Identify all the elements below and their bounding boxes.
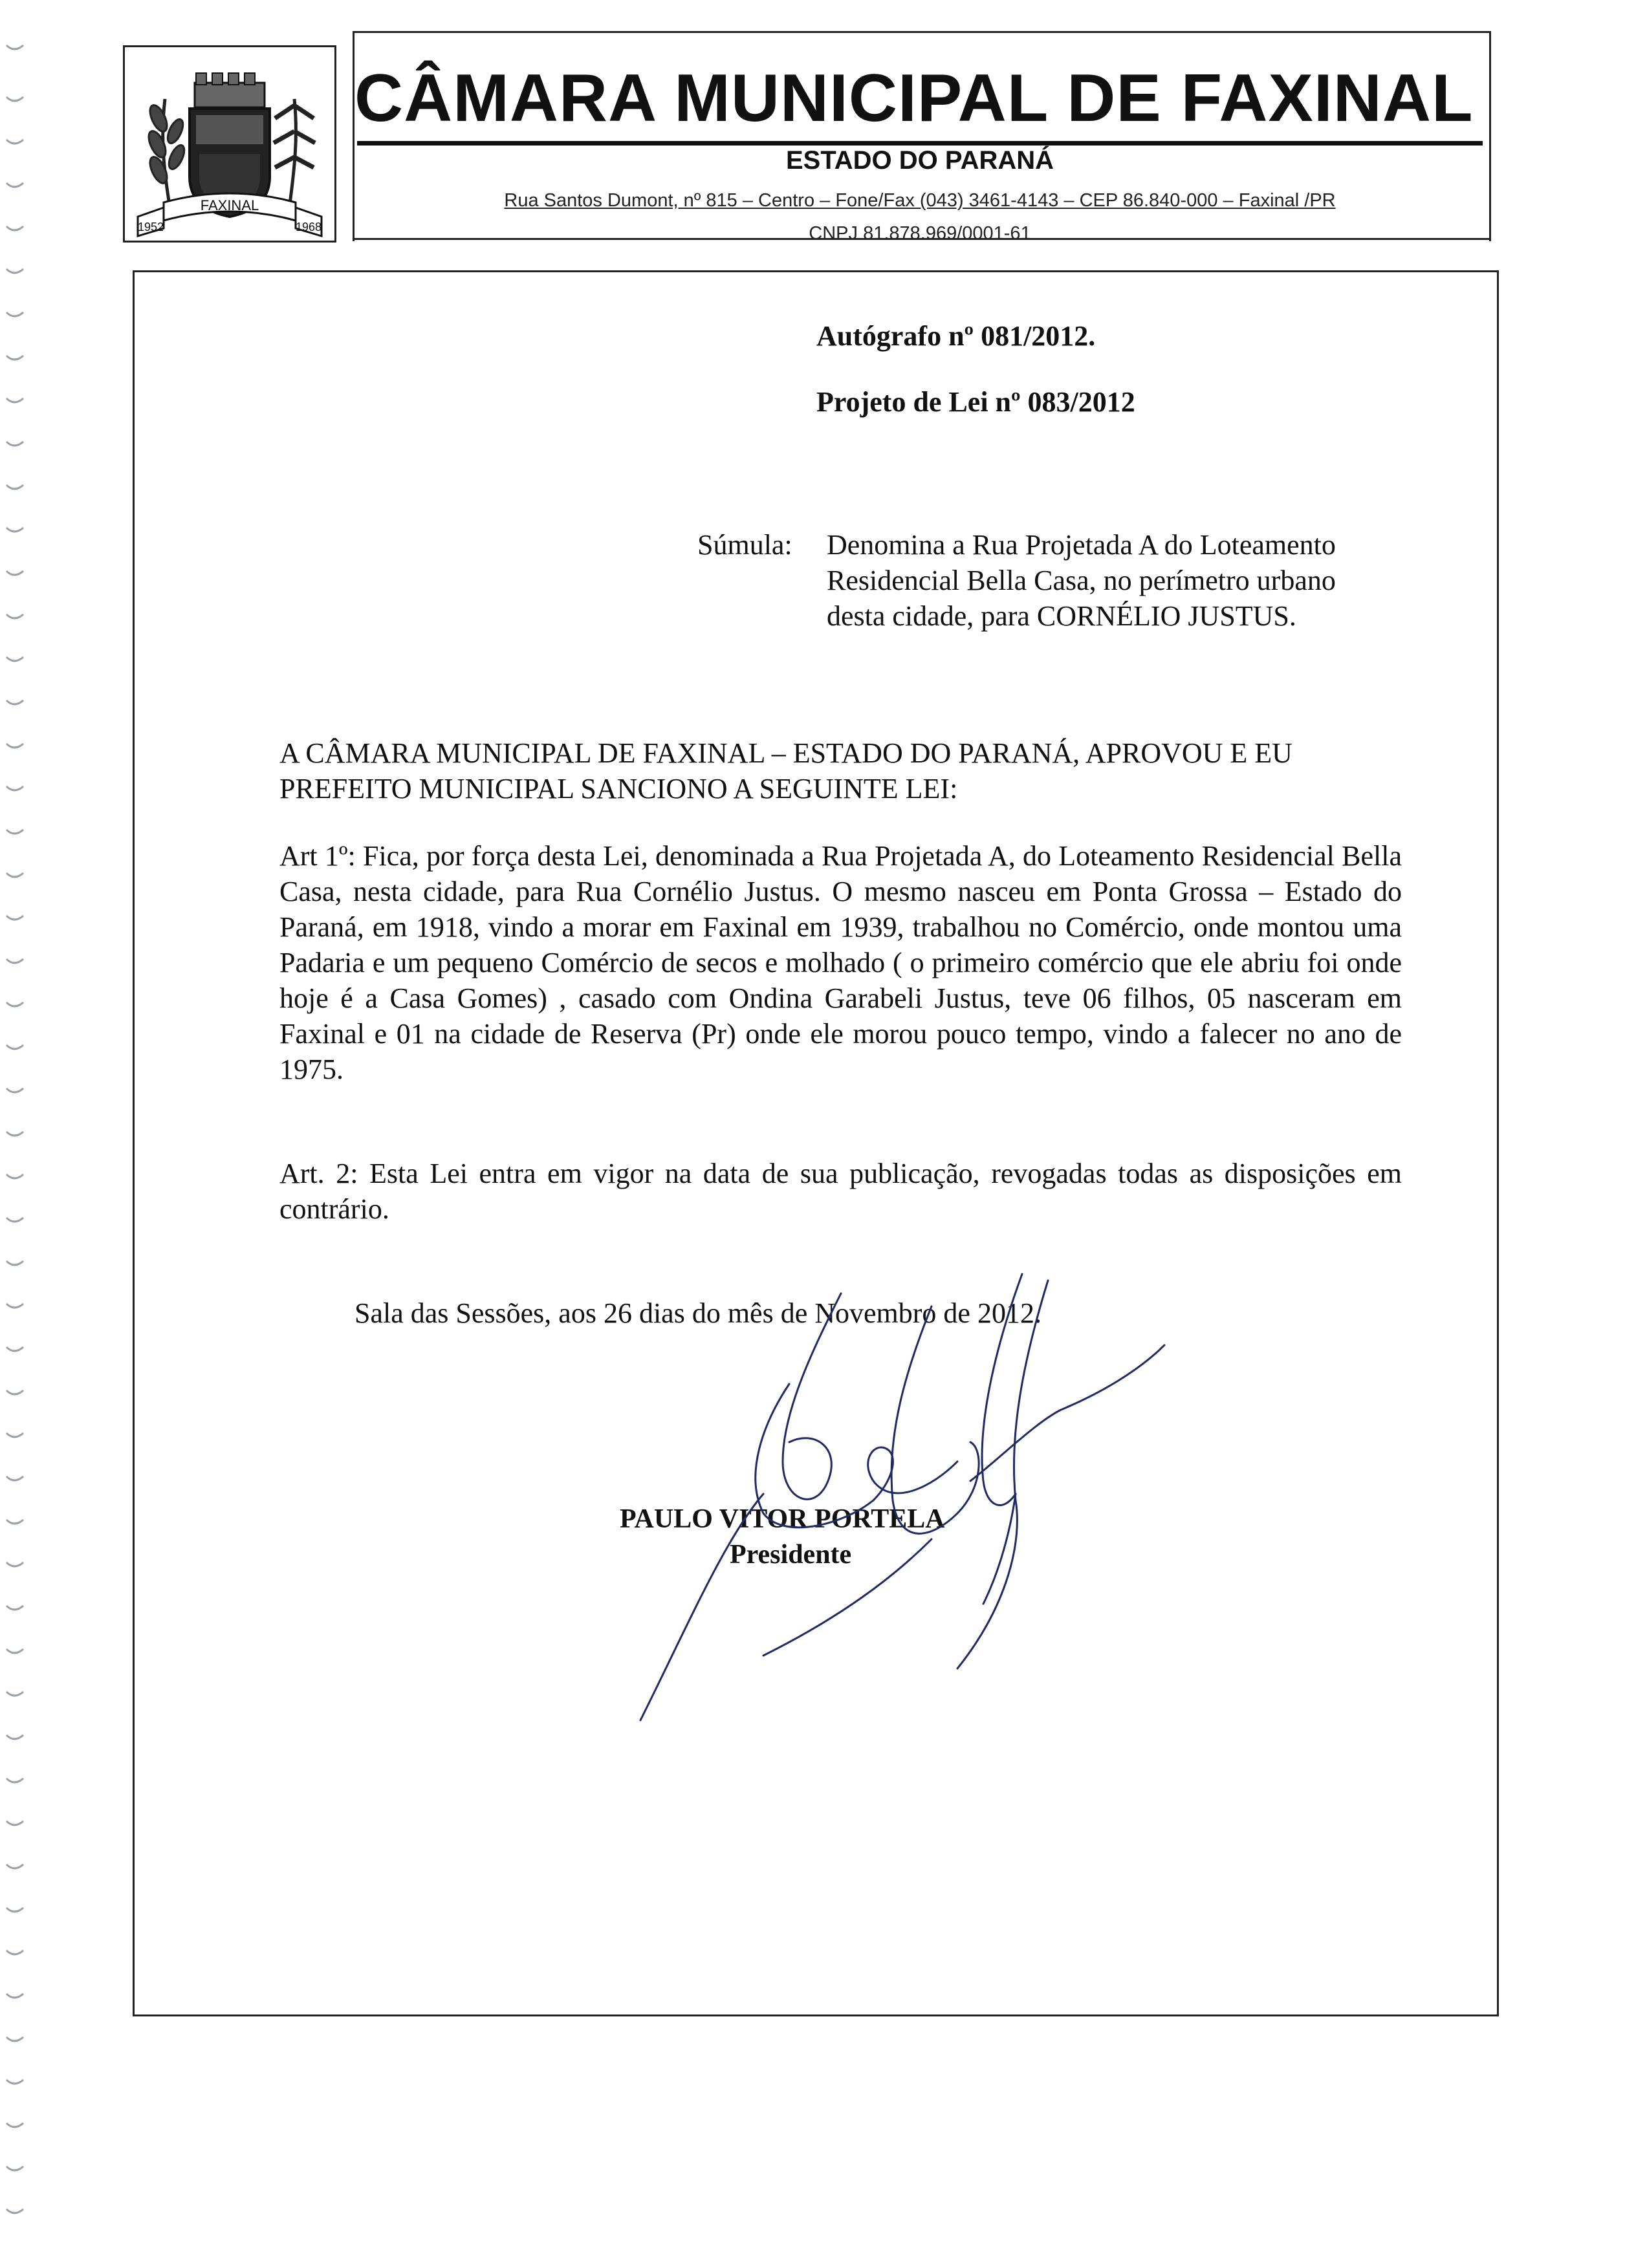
sumula-label: Súmula:	[697, 529, 792, 561]
enactment-clause: A CÂMARA MUNICIPAL DE FAXINAL – ESTADO DO PARANÁ, APROVOU E EU PREFEITO MUNICIPAL SANCIONO A SEGUINTE LEI:	[279, 737, 1292, 805]
crest-frame	[123, 45, 336, 243]
title-underline	[357, 141, 1483, 146]
article-1: Art 1º: Fica, por força desta Lei, denominada a Rua Projetada A, do Loteamento Residencial Bella Casa, nesta cidade, para Rua Cornélio Justus. O mesmo nasceu em Ponta Grossa – Estado do Paraná, em 1918, vindo a morar em Faxinal em 1939, trabalhou no Comércio, onde montou uma Padaria e um pequeno Comércio de secos e molhado ( o primeiro comércio que ele abriu foi onde hoje é a Casa Gomes) , casado com Ondina Garabeli Justus, teve 06 filhos, 05 nasceram em Faxinal e 01 na cidade de Reserva (Pr) onde ele morou pouco tempo, vindo a falecer no ano de 1975.	[279, 840, 1402, 1085]
article-2: Art. 2: Esta Lei entra em vigor na data de sua publicação, revogadas todas as disposições em contrário.	[279, 1158, 1402, 1225]
crest-year-left: 1952	[137, 221, 164, 233]
spiral-binding-holes	[0, 0, 39, 2268]
address-line: Rua Santos Dumont, nº 815 – Centro – Fone/Fax (043) 3461-4143 – CEP 86.840-000 – Faxinal /PR	[504, 190, 1336, 211]
sumula-text: Denomina a Rua Projetada A do Loteamento Residencial Bella Casa, no perímetro urbano desta cidade, para CORNÉLIO JUSTUS.	[827, 529, 1336, 632]
signer-name: PAULO VITOR PORTELA	[620, 1504, 945, 1534]
municipal-crest-logo	[125, 47, 334, 241]
cnpj-line: CNPJ 81.878.969/0001-61	[809, 223, 1031, 244]
autografo-number: Autógrafo nº 081/2012.	[816, 320, 1096, 352]
crest-year-right: 1968	[295, 221, 322, 233]
handwritten-signature	[569, 1268, 1184, 1733]
signer-title: Presidente	[730, 1540, 852, 1570]
organization-name: CÂMARA MUNICIPAL DE FAXINAL	[354, 61, 1474, 136]
bill-number: Projeto de Lei nº 083/2012	[816, 386, 1135, 418]
closing-line: Sala das Sessões, aos 26 dias do mês de Novembro de 2012.	[354, 1297, 1042, 1329]
crest-banner-text: FAXINAL	[200, 197, 259, 213]
state-name: ESTADO DO PARANÁ	[785, 146, 1054, 175]
